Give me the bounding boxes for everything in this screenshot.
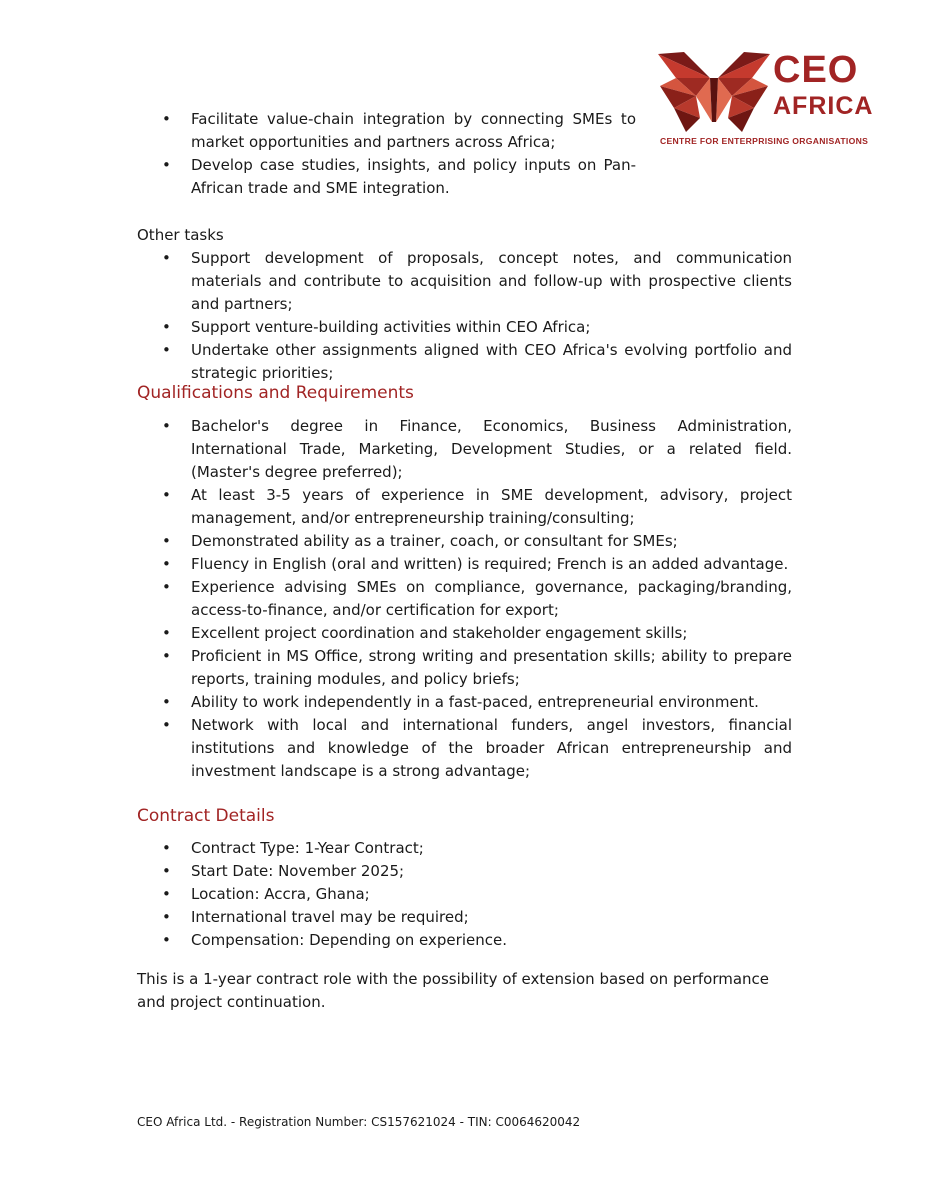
list-item: • Bachelor's degree in Finance, Economics, Business Administration, International Trade, Marketing, Development Studies, or a related field. (Master's degree preferred); — [0, 415, 792, 484]
list-item: • Network with local and international funders, angel investors, financial institutions and knowledge of the broader African entrepreneurship and investment landscape is a strong advantage; — [0, 714, 792, 783]
qualifications-list — [0, 415, 792, 783]
qualifications-heading: Qualifications and Requirements — [137, 383, 414, 403]
top-bullet-list — [0, 108, 636, 200]
list-item: • Demonstrated ability as a trainer, coach, or consultant for SMEs; — [0, 530, 792, 553]
contract-heading: Contract Details — [137, 806, 275, 826]
footer-registration: CEO Africa Ltd. - Registration Number: CS157621024 - TIN: C0064620042 — [137, 1115, 581, 1129]
list-item: • Fluency in English (oral and written) is required; French is an added advantage. — [0, 553, 792, 576]
other-tasks-list — [0, 247, 792, 385]
other-tasks-label: Other tasks — [137, 226, 224, 244]
list-item: • Facilitate value-chain integration by connecting SMEs to market opportunities and partners across Africa; — [0, 108, 636, 154]
closing-paragraph: This is a 1-year contract role with the possibility of extension based on performance and project continuation. — [137, 970, 770, 1011]
list-item: • International travel may be required; — [0, 906, 792, 929]
logo-tagline: CENTRE FOR ENTERPRISING ORGANISATIONS — [660, 136, 869, 146]
logo-name-line2: AFRICA — [773, 92, 874, 120]
list-item: • Start Date: November 2025; — [0, 860, 792, 883]
list-item: • Compensation: Depending on experience. — [0, 929, 792, 952]
list-item: • Contract Type: 1-Year Contract; — [0, 837, 792, 860]
list-item: • Experience advising SMEs on compliance, governance, packaging/branding, access-to-finance, and/or certification for export; — [0, 576, 792, 622]
list-item: • Support development of proposals, concept notes, and communication materials and contribute to acquisition and follow-up with prospective clients and partners; — [0, 247, 792, 316]
contract-list — [0, 837, 792, 952]
list-item: • Undertake other assignments aligned with CEO Africa's evolving portfolio and strategic priorities; — [0, 339, 792, 385]
list-item: • Location: Accra, Ghana; — [0, 883, 792, 906]
logo-name-line1: CEO — [773, 49, 859, 91]
list-item: • Ability to work independently in a fast-paced, entrepreneurial environment. — [0, 691, 792, 714]
list-item: • Excellent project coordination and stakeholder engagement skills; — [0, 622, 792, 645]
list-item: • Proficient in MS Office, strong writing and presentation skills; ability to prepare reports, training modules, and policy briefs; — [0, 645, 792, 691]
ceo-africa-logo — [656, 48, 874, 152]
list-item: • At least 3-5 years of experience in SME development, advisory, project management, and/or entrepreneurship training/consulting; — [0, 484, 792, 530]
list-item: • Support venture-building activities within CEO Africa; — [0, 316, 792, 339]
list-item: • Develop case studies, insights, and policy inputs on Pan-African trade and SME integration. — [0, 154, 636, 200]
butterfly-icon — [656, 48, 772, 134]
